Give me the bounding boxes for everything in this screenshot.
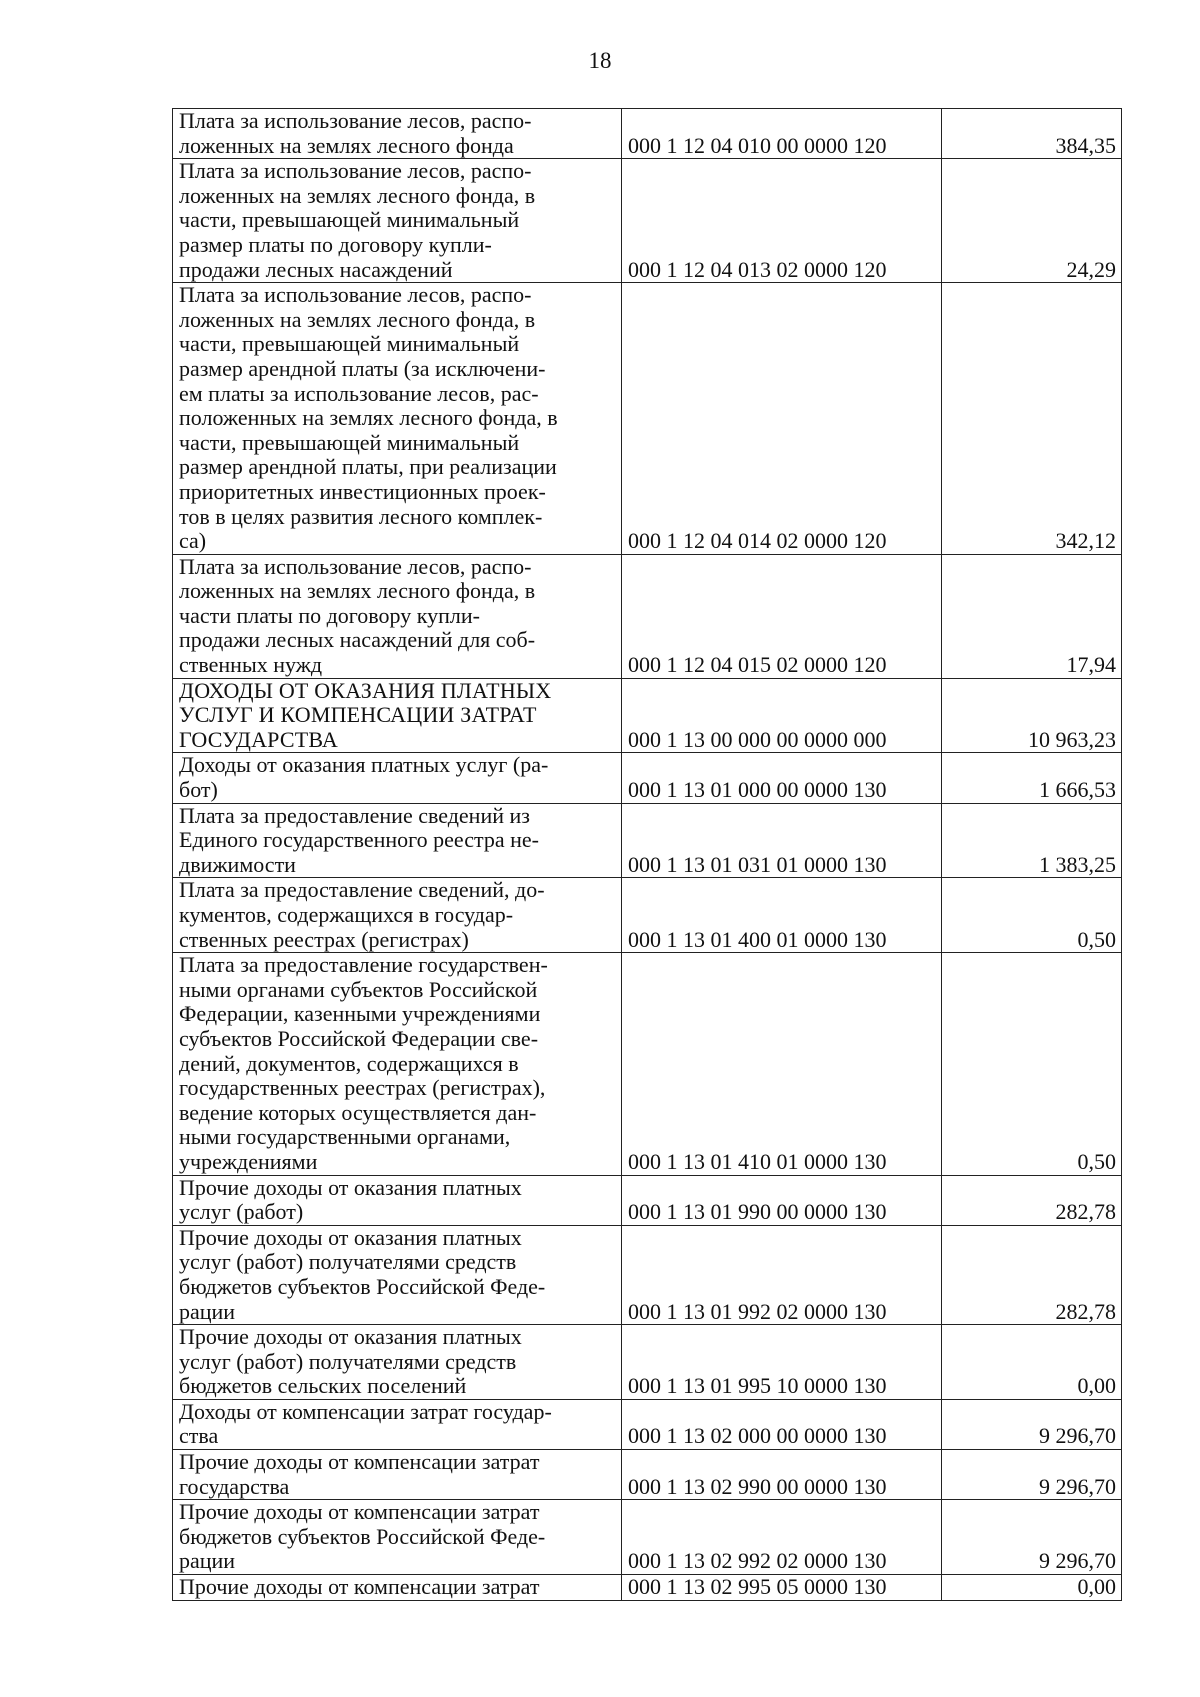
revenue-name-cell xyxy=(173,283,622,555)
amount-cell: 0,00 xyxy=(942,1325,1122,1400)
revenue-name-line: дений, документов, содержащихся в xyxy=(179,1050,519,1076)
revenue-name-line: услуг (работ) xyxy=(179,1199,304,1225)
revenue-name-line: ложенных на землях лесного фонда, в xyxy=(179,182,536,208)
revenue-name-cell xyxy=(173,753,622,803)
amount-cell: 24,29 xyxy=(942,159,1122,283)
revenue-name-line: Плата за использование лесов, распо- xyxy=(179,554,532,579)
revenue-table-body xyxy=(173,109,1122,1601)
revenue-name-line: движимости xyxy=(179,851,296,877)
revenue-name-line: ственных нужд xyxy=(179,652,323,678)
table-row xyxy=(173,1175,1122,1225)
revenue-name-cell xyxy=(173,1399,622,1449)
budget-code-cell: 000 1 13 02 000 00 0000 130 xyxy=(622,1399,942,1449)
amount-cell: 9 296,70 xyxy=(942,1399,1122,1449)
budget-code-cell: 000 1 12 04 015 02 0000 120 xyxy=(622,554,942,678)
revenue-name-cell xyxy=(173,1450,622,1500)
revenue-name-line: ными государственными органами, xyxy=(179,1124,511,1150)
revenue-name-line: ства xyxy=(179,1423,219,1449)
amount-cell: 0,00 xyxy=(942,1575,1122,1601)
revenue-name-line: Плата за предоставление сведений, до- xyxy=(179,877,545,903)
revenue-name-line: Прочие доходы от оказания платных xyxy=(179,1324,522,1350)
amount-cell: 282,78 xyxy=(942,1175,1122,1225)
budget-code-cell: 000 1 13 01 410 01 0000 130 xyxy=(622,953,942,1175)
revenue-name-line: ГОСУДАРСТВА xyxy=(179,726,338,752)
revenue-name-cell xyxy=(173,1575,622,1601)
revenue-name-line: Доходы от оказания платных услуг (ра- xyxy=(179,752,549,778)
amount-cell: 384,35 xyxy=(942,109,1122,159)
revenue-name-cell xyxy=(173,803,622,878)
revenue-name-line: Прочие доходы от оказания платных xyxy=(179,1175,522,1200)
revenue-name-cell xyxy=(173,1225,622,1324)
revenue-name-cell xyxy=(173,878,622,953)
revenue-name-line: Прочие доходы от компенсации затрат xyxy=(179,1574,540,1600)
revenue-name-line: Прочие доходы от оказания платных xyxy=(179,1225,522,1250)
table-row xyxy=(173,1399,1122,1449)
budget-code-cell: 000 1 13 01 400 01 0000 130 xyxy=(622,878,942,953)
revenue-name-line: услуг (работ) получателями средств xyxy=(179,1348,517,1374)
budget-code-cell: 000 1 13 01 031 01 0000 130 xyxy=(622,803,942,878)
budget-code-cell: 000 1 12 04 010 00 0000 120 xyxy=(622,109,942,159)
table-row xyxy=(173,678,1122,753)
revenue-name-line: Плата за предоставление государствен- xyxy=(179,952,548,978)
revenue-name-line: размер арендной платы (за исключени- xyxy=(179,355,546,381)
page-number: 18 xyxy=(588,48,612,73)
revenue-name-line: Плата за предоставление сведений из xyxy=(179,803,530,828)
amount-cell: 9 296,70 xyxy=(942,1500,1122,1575)
table-row xyxy=(173,878,1122,953)
revenue-name-line: бюджетов субъектов Российской Феде- xyxy=(179,1523,546,1549)
budget-code-cell: 000 1 13 01 990 00 0000 130 xyxy=(622,1175,942,1225)
budget-code-cell: 000 1 13 01 995 10 0000 130 xyxy=(622,1325,942,1400)
table-row xyxy=(173,283,1122,555)
revenue-name-line: ложенных на землях лесного фонда, в xyxy=(179,578,536,604)
revenue-name-line: приоритетных инвестиционных проек- xyxy=(179,478,546,504)
budget-code-cell: 000 1 13 01 992 02 0000 130 xyxy=(622,1225,942,1324)
revenue-name-line: части, превышающей минимальный xyxy=(179,429,520,455)
revenue-name-line: кументов, содержащихся в государ- xyxy=(179,902,514,927)
table-row xyxy=(173,753,1122,803)
revenue-name-line: части, превышающей минимальный xyxy=(179,207,520,233)
table-row xyxy=(173,1325,1122,1400)
revenue-name-cell xyxy=(173,1325,622,1400)
table-row xyxy=(173,109,1122,159)
amount-cell: 342,12 xyxy=(942,283,1122,555)
revenue-name-line: бюджетов субъектов Российской Феде- xyxy=(179,1273,546,1299)
revenue-name-line: са) xyxy=(179,528,207,554)
revenue-name-line: положенных на землях лесного фонда, в xyxy=(179,405,558,431)
revenue-name-cell xyxy=(173,1500,622,1575)
table-row xyxy=(173,1450,1122,1500)
budget-code-cell: 000 1 13 01 000 00 0000 130 xyxy=(622,753,942,803)
revenue-name-line: услуг (работ) получателями средств xyxy=(179,1249,517,1275)
table-row xyxy=(173,803,1122,878)
revenue-name-line: ными органами субъектов Российской xyxy=(179,976,538,1002)
amount-cell: 9 296,70 xyxy=(942,1450,1122,1500)
revenue-name-line: рации xyxy=(179,1548,236,1574)
revenue-name-line: Прочие доходы от компенсации затрат xyxy=(179,1499,540,1525)
revenue-name-line: Плата за использование лесов, распо- xyxy=(179,158,532,184)
revenue-name-line: Плата за использование лесов, распо- xyxy=(179,282,532,308)
budget-code-cell: 000 1 12 04 013 02 0000 120 xyxy=(622,159,942,283)
revenue-name-line: Доходы от компенсации затрат государ- xyxy=(179,1399,552,1424)
revenue-name-line: части платы по договору купли- xyxy=(179,602,480,628)
budget-code-cell: 000 1 13 02 995 05 0000 130 xyxy=(622,1575,942,1601)
revenue-name-line: Прочие доходы от компенсации затрат xyxy=(179,1449,540,1475)
amount-cell: 0,50 xyxy=(942,953,1122,1175)
revenue-name-line: учреждениями xyxy=(179,1148,318,1174)
revenue-name-line: Единого государственного реестра не- xyxy=(179,827,540,853)
table-row xyxy=(173,1225,1122,1324)
revenue-name-cell xyxy=(173,109,622,159)
revenue-name-line: Федерации, казенными учреждениями xyxy=(179,1001,541,1027)
amount-cell: 10 963,23 xyxy=(942,678,1122,753)
revenue-name-line: ложенных на землях лесного фонда xyxy=(179,132,514,158)
revenue-name-line: ем платы за использование лесов, рас- xyxy=(179,380,539,406)
amount-cell: 0,50 xyxy=(942,878,1122,953)
revenue-name-line: ложенных на землях лесного фонда, в xyxy=(179,306,536,332)
budget-code-cell: 000 1 13 00 000 00 0000 000 xyxy=(622,678,942,753)
amount-cell: 282,78 xyxy=(942,1225,1122,1324)
revenue-name-line: тов в целях развития лесного комплек- xyxy=(179,503,543,529)
revenue-name-line: Плата за использование лесов, распо- xyxy=(179,108,532,133)
revenue-name-line: государства xyxy=(179,1473,290,1499)
revenue-name-cell xyxy=(173,554,622,678)
amount-cell: 1 383,25 xyxy=(942,803,1122,878)
revenue-name-line: ДОХОДЫ ОТ ОКАЗАНИЯ ПЛАТНЫХ xyxy=(179,678,552,703)
revenue-name-cell xyxy=(173,1175,622,1225)
budget-code-cell: 000 1 13 02 990 00 0000 130 xyxy=(622,1450,942,1500)
revenue-name-line: ведение которых осуществляется дан- xyxy=(179,1099,537,1125)
revenue-name-line: ственных реестрах (регистрах) xyxy=(179,926,469,952)
revenue-name-line: государственных реестрах (регистрах), xyxy=(179,1075,546,1101)
table-row xyxy=(173,1575,1122,1601)
revenue-name-cell xyxy=(173,678,622,753)
table-row xyxy=(173,554,1122,678)
revenue-name-line: бюджетов сельских поселений xyxy=(179,1373,467,1399)
table-row xyxy=(173,1500,1122,1575)
amount-cell: 17,94 xyxy=(942,554,1122,678)
revenue-name-line: части, превышающей минимальный xyxy=(179,331,520,357)
revenue-name-line: продажи лесных насаждений для соб- xyxy=(179,627,536,653)
revenue-name-line: рации xyxy=(179,1298,236,1324)
revenue-table xyxy=(172,108,1122,1601)
revenue-name-cell xyxy=(173,159,622,283)
revenue-name-cell xyxy=(173,953,622,1175)
budget-code-cell: 000 1 12 04 014 02 0000 120 xyxy=(622,283,942,555)
amount-cell: 1 666,53 xyxy=(942,753,1122,803)
revenue-name-line: УСЛУГ И КОМПЕНСАЦИИ ЗАТРАТ xyxy=(179,702,537,728)
table-row xyxy=(173,159,1122,283)
revenue-name-line: бот) xyxy=(179,777,218,803)
budget-code-cell: 000 1 13 02 992 02 0000 130 xyxy=(622,1500,942,1575)
revenue-name-line: размер арендной платы, при реализации xyxy=(179,454,557,480)
revenue-name-line: субъектов Российской Федерации све- xyxy=(179,1025,539,1051)
revenue-name-line: размер платы по договору купли- xyxy=(179,231,492,257)
revenue-name-line: продажи лесных насаждений xyxy=(179,256,453,282)
table-row xyxy=(173,953,1122,1175)
